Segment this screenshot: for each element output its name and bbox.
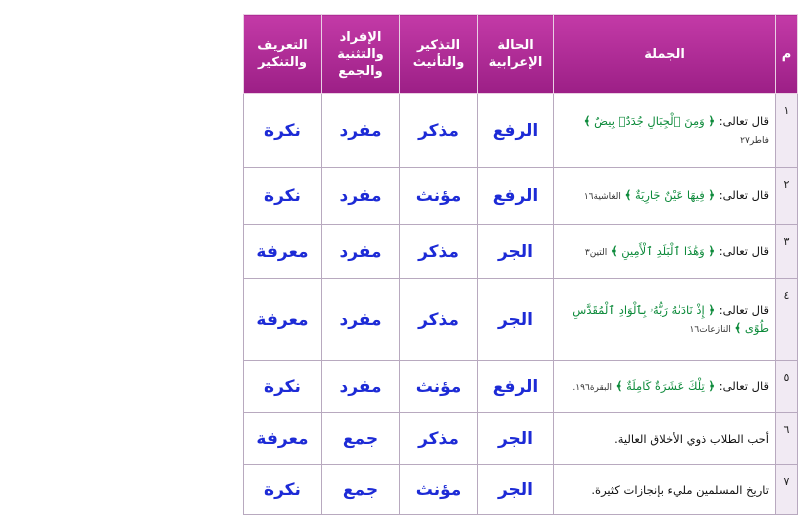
- case-cell: الجر: [478, 465, 554, 515]
- quote-source: النازعات١٦: [689, 324, 731, 335]
- case-cell: الرفع: [478, 168, 554, 225]
- table-row: [244, 361, 798, 413]
- open-bracket: ﴿: [708, 188, 716, 202]
- close-bracket: ﴾: [615, 378, 623, 393]
- table-row: [244, 168, 798, 225]
- quote-source: التين٣: [584, 247, 608, 258]
- quote-intro: قال تعالى:: [718, 188, 769, 202]
- header-case: الحالة الإعرابية: [478, 15, 554, 94]
- definiteness-cell: معرفة: [244, 413, 322, 465]
- sentence-cell: [554, 361, 776, 413]
- open-bracket: ﴿: [708, 302, 716, 317]
- quote-intro: قال تعالى:: [718, 302, 769, 317]
- sentence-cell: [554, 225, 776, 279]
- close-bracket: ﴾: [624, 188, 632, 202]
- row-number: ٢: [776, 168, 798, 225]
- definiteness-cell: نكرة: [244, 465, 322, 515]
- table-row: [244, 465, 798, 515]
- quote-intro: قال تعالى:: [718, 378, 769, 393]
- definiteness-cell: معرفة: [244, 225, 322, 279]
- table-row: [244, 279, 798, 361]
- gender-cell: مذكر: [400, 413, 478, 465]
- header-gender: التذكير والتأنيث: [400, 15, 478, 94]
- number-cell: مفرد: [322, 279, 400, 361]
- sentence-cell: أحب الطلاب ذوي الأخلاق العالية.: [554, 413, 776, 465]
- sentence-cell: [554, 94, 776, 168]
- table-row: [244, 225, 798, 279]
- case-cell: الجر: [478, 225, 554, 279]
- definiteness-cell: نكرة: [244, 94, 322, 168]
- quran-quote: وَهَٰذَا ٱلْبَلَدِ ٱلْأَمِينِ: [621, 243, 705, 258]
- quran-quote: تِلْكَ عَشَرَةٌ كَامِلَةٌ: [626, 378, 705, 393]
- case-cell: الجر: [478, 279, 554, 361]
- quote-source: فاطر٢٧: [740, 135, 769, 146]
- number-cell: مفرد: [322, 225, 400, 279]
- definiteness-cell: معرفة: [244, 279, 322, 361]
- quote-source: البقرة١٩٦.: [572, 382, 613, 393]
- sentence-cell: [554, 279, 776, 361]
- gender-cell: مذكر: [400, 225, 478, 279]
- case-cell: الرفع: [478, 361, 554, 413]
- definiteness-cell: نكرة: [244, 168, 322, 225]
- header-sentence: الجملة: [554, 15, 776, 94]
- row-number: ٧: [776, 465, 798, 515]
- definiteness-cell: نكرة: [244, 361, 322, 413]
- header-definiteness: التعريف والتنكير: [244, 15, 322, 94]
- sentence-cell: [554, 168, 776, 225]
- row-number: ٣: [776, 225, 798, 279]
- case-cell: الجر: [478, 413, 554, 465]
- quran-quote: إِذْ نَادَىٰهُ رَبُّهُۥ بِٱلْوَادِ ٱلْمُقَدَّسِ طُوًى: [572, 302, 769, 335]
- table-row: [244, 413, 798, 465]
- number-cell: مفرد: [322, 168, 400, 225]
- close-bracket: ﴾: [734, 320, 742, 335]
- open-bracket: ﴿: [708, 113, 716, 128]
- grammar-analysis-table: [243, 14, 798, 515]
- gender-cell: مؤنث: [400, 465, 478, 515]
- number-cell: جمع: [322, 465, 400, 515]
- table-row: [244, 94, 798, 168]
- number-cell: جمع: [322, 413, 400, 465]
- case-cell: الرفع: [478, 94, 554, 168]
- row-number: ٤: [776, 279, 798, 361]
- sentence-cell: تاريخ المسلمين مليء بإنجازات كثيرة.: [554, 465, 776, 515]
- open-bracket: ﴿: [708, 243, 716, 258]
- quote-intro: قال تعالى:: [718, 243, 769, 258]
- close-bracket: ﴾: [610, 243, 618, 258]
- table-header-row: [244, 15, 798, 94]
- close-bracket: ﴾: [583, 113, 591, 128]
- gender-cell: مؤنث: [400, 168, 478, 225]
- gender-cell: مذكر: [400, 94, 478, 168]
- gender-cell: مذكر: [400, 279, 478, 361]
- quote-intro: قال تعالى:: [718, 113, 769, 128]
- row-number: ١: [776, 94, 798, 168]
- row-number: ٦: [776, 413, 798, 465]
- quote-source: الغاشية١٦: [583, 192, 621, 202]
- open-bracket: ﴿: [708, 378, 716, 393]
- header-number: الإفراد والتثنية والجمع: [322, 15, 400, 94]
- number-cell: مفرد: [322, 94, 400, 168]
- number-cell: مفرد: [322, 361, 400, 413]
- header-num: م: [776, 15, 798, 94]
- quran-quote: فِيهَا عَيْنٌ جَارِيَةٌ: [635, 188, 705, 202]
- gender-cell: مؤنث: [400, 361, 478, 413]
- row-number: ٥: [776, 361, 798, 413]
- quran-quote: وَمِنَ ٱلْجِبَالِ جُدَدٌۢ بِيضٌ: [594, 113, 705, 128]
- grammar-table-container: [243, 14, 797, 515]
